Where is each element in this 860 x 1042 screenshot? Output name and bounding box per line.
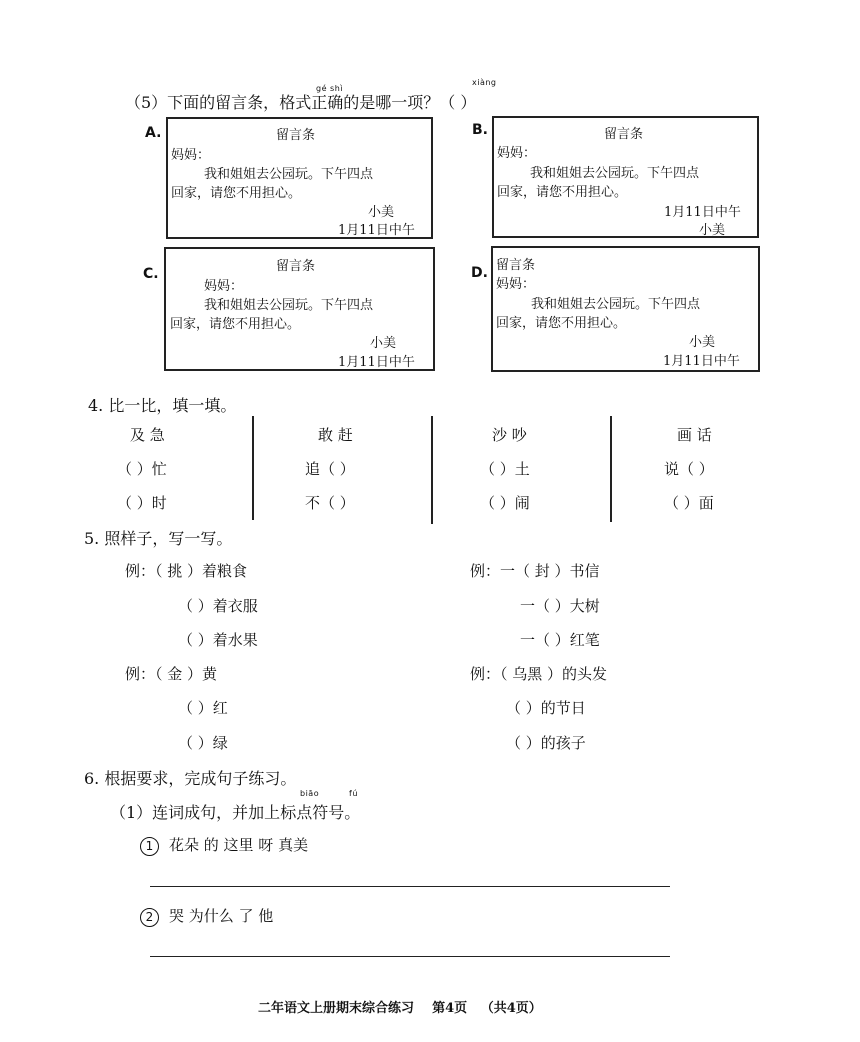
footer-title: 二年语文上册期末综合练习 (258, 1001, 415, 1016)
note-greeting: 妈妈： (496, 277, 536, 292)
q4-group3-row1[interactable]: （ ）土 (480, 460, 530, 478)
divider-3 (610, 416, 612, 522)
q5b-left2-line1[interactable]: （ ）红 (178, 699, 228, 717)
option-d-note[interactable] (491, 246, 760, 372)
note-signature: 小美 (368, 205, 395, 220)
note-title: 留言条 (276, 128, 316, 143)
q5-prompt-suffix: ？（ ） (423, 93, 477, 112)
q4-group2-row1[interactable]: 追（ ） (305, 460, 355, 478)
q5b-left1-line1[interactable]: （ ）着衣服 (178, 597, 258, 615)
q6-item2 (140, 905, 273, 927)
q5b-left1-example: 例：（ 挑 ）着粮食 (125, 562, 248, 580)
option-b-label: B. (472, 122, 488, 138)
divider-2 (431, 416, 433, 524)
q6-item1 (140, 834, 308, 856)
answer-line-1[interactable] (150, 886, 670, 887)
q6-sub-prefix: （1）连词成句，并加上 (110, 803, 281, 822)
circled-number-1: 1 (140, 837, 159, 856)
q4-group2-row2[interactable]: 不（ ） (305, 494, 355, 512)
q5-prompt-word-geshi: 格式 (279, 93, 312, 112)
note-date: 1月11日中午 (338, 223, 415, 238)
note-greeting: 妈妈： (171, 148, 211, 163)
note-body-2: 回家，请您不用担心。 (497, 185, 628, 200)
q6-item2-words: 哭 为什么 了 他 (169, 907, 274, 925)
q4-group1-row1[interactable]: （ ）忙 (117, 460, 167, 478)
note-title: 留言条 (496, 258, 536, 273)
q6-heading: 6. 根据要求，完成句子练习。 (84, 769, 297, 788)
footer-page: 第4页 (432, 1001, 468, 1016)
note-greeting: 妈妈： (497, 146, 537, 161)
q4-group3-chars: 沙 吵 (492, 426, 527, 444)
note-body-2: 回家，请您不用担心。 (170, 317, 301, 332)
q4-group2-chars: 敢 赶 (318, 426, 353, 444)
q4-group4-chars: 画 话 (677, 426, 712, 444)
q5b-right2-line2[interactable]: （ ）的孩子 (506, 734, 586, 752)
note-date: 1月11日中午 (663, 354, 740, 369)
option-c-label: C. (143, 266, 159, 282)
pinyin-biao: biāo (300, 789, 320, 798)
note-signature: 小美 (370, 336, 397, 351)
q4-group1-chars: 及 急 (130, 426, 165, 444)
note-body-1: 我和姐姐去公园玩。下午四点 (531, 297, 701, 312)
answer-line-2[interactable] (150, 956, 670, 957)
q6-sub-word-biao: 标 (280, 803, 297, 822)
q6-item1-words: 花朵 的 这里 呀 真美 (169, 836, 309, 854)
q4-group1-row2[interactable]: （ ）时 (117, 494, 167, 512)
q4-group3-row2[interactable]: （ ）闹 (480, 494, 530, 512)
q4-group4-row1[interactable]: 说（ ） (664, 460, 714, 478)
option-a-label: A. (145, 125, 162, 141)
q5b-right2-line1[interactable]: （ ）的节日 (506, 699, 586, 717)
q6-sub-suffix: 号。 (328, 803, 361, 822)
q5-prompt-prefix: （5）下面的留言条， (125, 93, 280, 112)
note-title: 留言条 (276, 259, 316, 274)
q5b-left2-example: 例：（ 金 ）黄 (125, 665, 218, 683)
note-body-1: 我和姐姐去公园玩。下午四点 (204, 167, 374, 182)
note-signature: 小美 (699, 223, 726, 238)
note-body-1: 我和姐姐去公园玩。下午四点 (204, 298, 374, 313)
pinyin-ge-shi: gé shì (316, 84, 344, 93)
q4-group4-row2[interactable]: （ ）面 (664, 494, 714, 512)
pinyin-fu: fú (349, 789, 358, 798)
q5b-right2-example: 例：（ 乌黑 ）的头发 (470, 665, 608, 683)
note-body-1: 我和姐姐去公园玩。下午四点 (530, 166, 700, 181)
note-signature: 小美 (689, 335, 716, 350)
q5-prompt-mid: 正确的是哪一 (311, 93, 408, 112)
q5-prompt-word-xiang: 项 (407, 93, 424, 112)
q5b-right1-line1[interactable]: 一（ ）大树 (520, 597, 600, 615)
note-date: 1月11日中午 (338, 355, 415, 370)
option-c-note[interactable] (164, 247, 435, 371)
q5-prompt (125, 90, 476, 113)
q5b-right1-line2[interactable]: 一（ ）红笔 (520, 631, 600, 649)
option-b-note[interactable] (492, 116, 759, 238)
note-greeting: 妈妈： (204, 279, 244, 294)
q6-sub-word-fu: 符 (312, 803, 329, 822)
q5b-heading: 5. 照样子，写一写。 (84, 529, 233, 548)
divider-1 (252, 416, 254, 520)
note-body-2: 回家，请您不用担心。 (171, 186, 302, 201)
q4-heading: 4. 比一比，填一填。 (88, 396, 237, 415)
option-a-note[interactable] (166, 117, 433, 239)
q5b-left1-line2[interactable]: （ ）着水果 (178, 631, 258, 649)
q6-sub-prompt (110, 800, 360, 823)
note-date: 1月11日中午 (664, 205, 741, 220)
note-title: 留言条 (604, 127, 644, 142)
footer-total: （共4页） (480, 1001, 542, 1016)
note-body-2: 回家，请您不用担心。 (496, 316, 627, 331)
option-d-label: D. (471, 265, 488, 281)
circled-number-2: 2 (140, 908, 159, 927)
q6-sub-word-dian: 点 (296, 803, 313, 822)
q5b-right1-example: 例：一（ 封 ）书信 (470, 562, 600, 580)
page-footer (258, 997, 542, 1016)
q5b-left2-line2[interactable]: （ ）绿 (178, 734, 228, 752)
pinyin-xiang: xiàng (472, 78, 497, 87)
